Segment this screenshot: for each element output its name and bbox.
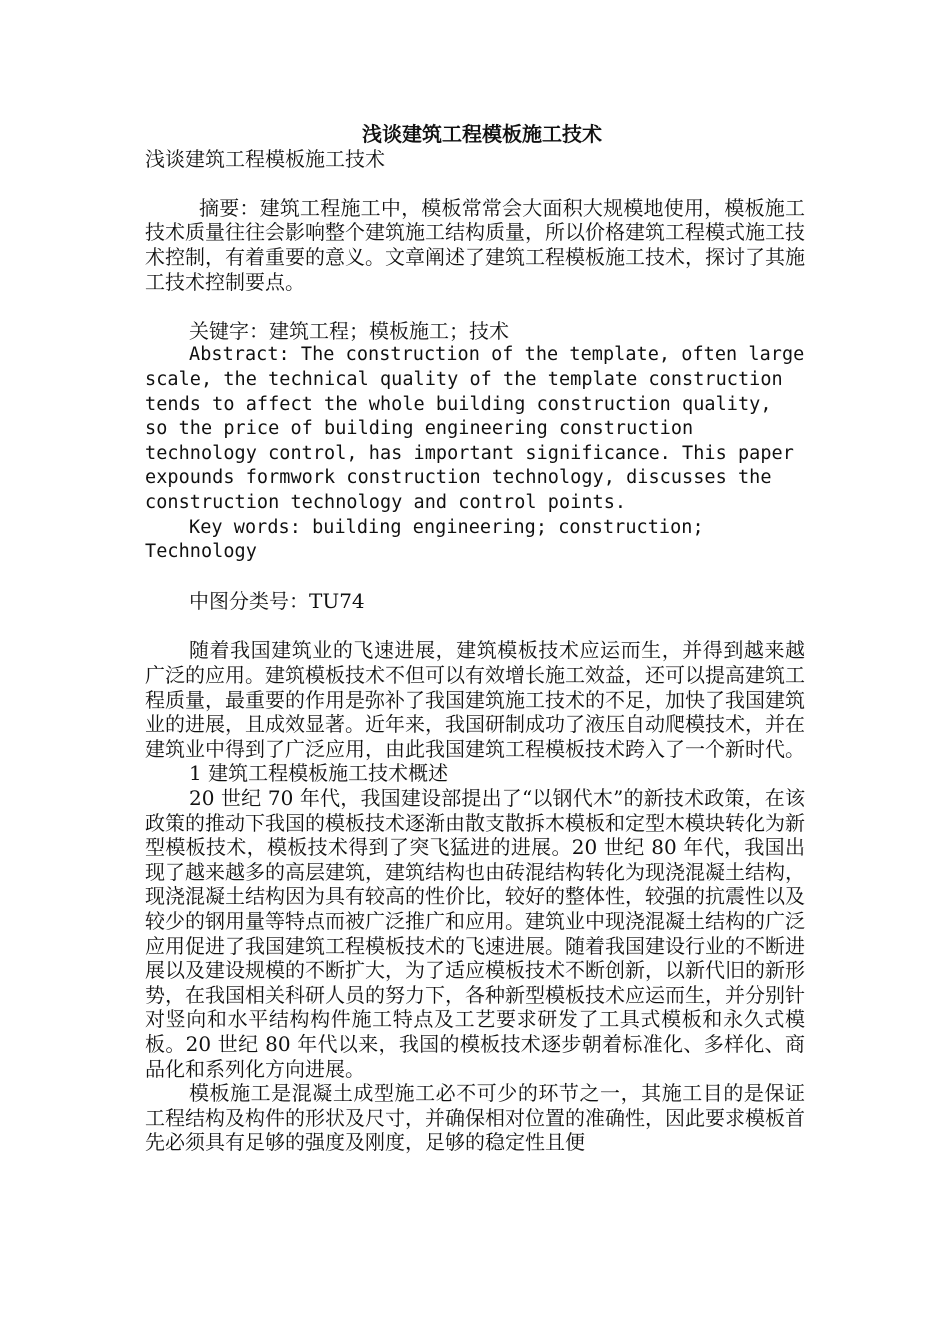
section-heading: 1 建筑工程模板施工技术概述 — [189, 761, 449, 786]
spacer — [145, 565, 805, 590]
document-body — [145, 122, 805, 1155]
spacer — [145, 294, 805, 319]
document-title: 浅谈建筑工程模板施工技术 — [362, 122, 602, 146]
section-paragraph-2: 模板施工是混凝土成型施工必不可少的环节之一，其施工目的是保证工程结构及构件的形状及尺寸，并确保相对位置的准确性，因此要求模板首先必须具有足够的强度及刚度，足够的稳定性且便 — [145, 1081, 805, 1155]
keywords-cn: 关键字：建筑工程；模板施工；技术 — [189, 318, 509, 343]
document-subtitle: 浅谈建筑工程模板施工技术 — [145, 146, 385, 171]
spacer — [145, 614, 805, 639]
abstract-cn: 摘要：建筑工程施工中，模板常常会大面积大规模地使用，模板施工技术质量往往会影响整个建筑施工结构质量，所以价格建筑工程模式施工技术控制，有着重要的意义。文章阐述了建筑工程模板施工技术，探讨了其施工技术控制要点。 — [145, 195, 805, 294]
classification-number: 中图分类号：TU74 — [189, 589, 365, 614]
section-paragraph-1: 20 世纪 70 年代，我国建设部提出了“以钢代木”的新技术政策，在该政策的推动下我国的模板技术逐渐由散支散拆木模板和定型木模块转化为新型模板技术，模板技术得到了突飞猛进的进展。20 世纪 80 年代，我国出现了越来越多的高层建筑，建筑结构也由砖混结构转化为现浇混凝土结构，现浇混凝土结构因为具有较高的性价比，较好的整体性，较强的抗震性以及较少的钢用量等特点而被广泛推广和应用。建筑业中现浇混凝土结构的广泛应用促进了我国建筑工程模板技术的飞速进展。随着我国建设行业的不断进展以及建设规模的不断扩大，为了适应模板技术不断创新，以新代旧的新形势，在我国相关科研人员的努力下，各种新型模板技术应运而生，并分别针对竖向和水平结构构件施工特点及工艺要求研发了工具式模板和永久式模板。20 世纪 80 年代以来，我国的模板技术逐步朝着标准化、多样化、商品化和系列化方向进展。 — [145, 786, 805, 1081]
abstract-en: Abstract: The construction of the template, often large scale, the technical quality of the template construction tends to affect the whole building construction quality, so the price of building engineering construction technology control, has important significance. This paper expounds formwork construction technology, discusses the construction technology and control points. — [145, 344, 805, 513]
spacer — [145, 171, 805, 196]
keywords-en: Key words: building engineering; construction; Technology — [145, 516, 704, 563]
intro-paragraph: 随着我国建筑业的飞速进展，建筑模板技术应运而生，并得到越来越广泛的应用。建筑模板技术不但可以有效增长施工效益，还可以提高建筑工程质量，最重要的作用是弥补了我国建筑施工技术的不足，加快了我国建筑业的进展，且成效显著。近年来，我国研制成功了液压自动爬模技术，并在建筑业中得到了广泛应用，由此我国建筑工程模板技术跨入了一个新时代。 — [145, 638, 805, 761]
